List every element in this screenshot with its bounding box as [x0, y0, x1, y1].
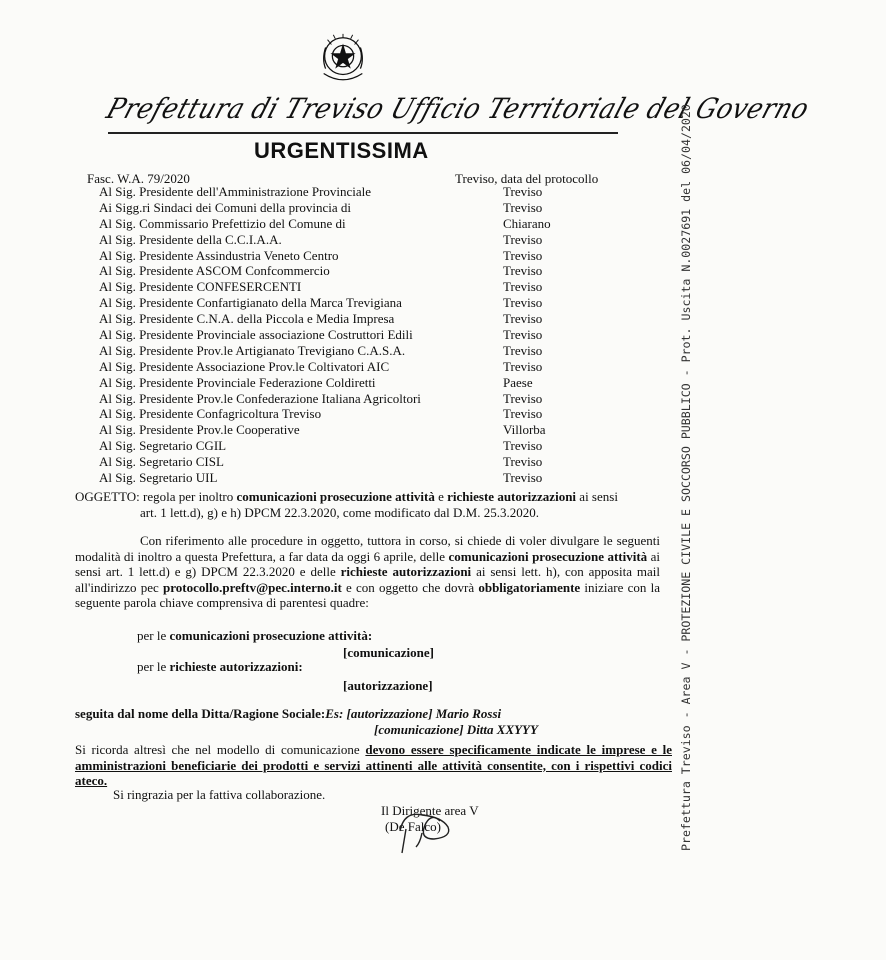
recipient-name: Al Sig. Presidente Prov.le Cooperative: [99, 422, 300, 438]
urgency-heading: URGENTISSIMA: [254, 138, 429, 163]
place-date: Treviso, data del protocollo: [455, 171, 599, 186]
recipient-row: [99, 454, 559, 470]
recipient-row: [99, 311, 559, 327]
recipient-row: [99, 184, 559, 200]
pec-address: protocollo.preftv@pec.interno.it: [163, 579, 342, 595]
recipient-row: [99, 200, 559, 216]
recipient-name: Al Sig. Presidente Confagricoltura Treviso: [99, 406, 322, 422]
recipient-name: Al Sig. Presidente della C.C.I.A.A.: [99, 231, 282, 247]
recipient-row: [99, 375, 559, 391]
recipient-name: Al Sig. Presidente Provinciale associazione Costruttori Edili: [99, 327, 413, 343]
title-underline: [108, 132, 618, 134]
keyword-communications: [comunicazione]: [343, 645, 434, 660]
handwritten-signature-icon: [382, 803, 472, 863]
recipient-name: Al Sig. Segretario CISL: [99, 454, 224, 470]
recipient-name: Al Sig. Presidente Associazione Prov.le Coltivatori AIC: [99, 358, 390, 374]
recipient-row: [99, 406, 559, 422]
recipient-place: Treviso: [503, 247, 543, 263]
recipient-place: Treviso: [503, 231, 543, 247]
body-paragraph: Con riferimento alle procedure in oggetto, tuttora in corso, si chiede di voler divulgare le seguenti modalità di inoltro a questa Prefettura, a far data da oggi 6 aprile, delle comunicazioni prosecuzione attività ai sensi art. 1 lett.d) e g) DPCM 22.3.2020 e delle richieste autorizzazioni ai sensi lett. h), con apposita mail all'indirizzo pec protocollo.preftv@pec.interno.it e con oggetto che dovrà obbligatoriamente iniziare con la seguente parola chiave comprensiva di parentesi quadre:: [75, 533, 660, 610]
recipient-name: Al Sig. Presidente Provinciale Federazione Coldiretti: [99, 374, 376, 390]
recipient-place: Treviso: [503, 438, 543, 454]
recipient-list: [99, 184, 559, 486]
recipient-place: Treviso: [503, 327, 543, 343]
recipient-name: Al Sig. Presidente dell'Amministrazione Provinciale: [99, 184, 372, 199]
recipient-name: Al Sig. Segretario UIL: [99, 470, 218, 486]
recipient-row: [99, 470, 559, 486]
recipient-place: Treviso: [503, 295, 543, 311]
keyword-authorizations: [autorizzazione]: [343, 678, 433, 693]
recipient-row: [99, 359, 559, 375]
recipient-name: Ai Sigg.ri Sindaci dei Comuni della provincia di: [99, 199, 352, 215]
subject-paragraph: OGGETTO: regola per inoltro comunicazioni prosecuzione attività e richieste autorizzazioni ai sensi art. 1 lett.d), g) e h) DPCM 22.3.2020, come modificato dal D.M. 25.3.2020.: [75, 489, 618, 520]
recipient-name: Al Sig. Presidente ASCOM Confcommercio: [99, 263, 330, 279]
recipient-name: Al Sig. Presidente Prov.le Confederazione Italiana Agricoltori: [99, 390, 421, 406]
recipient-name: Al Sig. Presidente C.N.A. della Piccola e Media Impresa: [99, 311, 395, 327]
recipient-place: Treviso: [503, 311, 543, 327]
recipient-name: Al Sig. Presidente Assindustria Veneto Centro: [99, 247, 339, 263]
recipient-place: Treviso: [503, 406, 543, 422]
keyword-label-communications: per le comunicazioni prosecuzione attività:: [137, 628, 373, 643]
recipient-place: Treviso: [503, 263, 543, 279]
italian-republic-emblem-icon: [314, 30, 372, 88]
recipient-place: Treviso: [503, 390, 543, 406]
recipient-row: [99, 295, 559, 311]
recipient-name: Al Sig. Presidente Confartigianato della Marca Trevigiana: [99, 295, 402, 311]
recipient-row: [99, 391, 559, 407]
signatory-name: (De Falco): [385, 818, 441, 834]
recipient-place: Treviso: [503, 184, 543, 199]
recipient-place: Paese: [503, 374, 533, 390]
protocol-stamp: Prefettura Treviso - Area V - PROTEZIONE CIVILE E SOCCORSO PUBBLICO - Prot. Uscita N.0027691 del 06/04/2020: [679, 104, 693, 851]
company-name-instruction: seguita dal nome della Ditta/Ragione Sociale:Es: [autorizzazione] Mario Rossi: [75, 706, 502, 721]
recipient-place: Treviso: [503, 279, 543, 295]
reminder-paragraph: Si ricorda altresì che nel modello di comunicazione devono essere specificamente indicate le imprese e le amministrazioni beneficiarie dei prodotti e servizi attinenti alle attività consentite, con i rispettivi codici ateco.: [75, 742, 672, 788]
signatory-role: Il Dirigente area V: [381, 803, 479, 818]
subject-label: OGGETTO:: [75, 489, 140, 504]
recipient-name: Al Sig. Presidente Prov.le Artigianato Trevigiano C.A.S.A.: [99, 342, 406, 358]
recipient-place: Villorba: [503, 422, 546, 438]
recipient-name: Al Sig. Segretario CGIL: [99, 438, 227, 454]
keyword-label-authorizations: per le richieste autorizzazioni:: [137, 659, 303, 674]
recipient-place: Treviso: [503, 358, 543, 374]
recipient-row: [99, 422, 559, 438]
recipient-name: Al Sig. Presidente CONFESERCENTI: [99, 279, 302, 295]
recipient-row: [99, 232, 559, 248]
recipient-name: Al Sig. Commissario Prefettizio del Comune di: [99, 215, 346, 231]
thanks-line: Si ringrazia per la fattiva collaborazione.: [113, 787, 326, 802]
recipient-place: Treviso: [503, 454, 543, 470]
recipient-place: Chiarano: [503, 215, 551, 231]
recipient-row: [99, 263, 559, 279]
recipient-place: Treviso: [503, 342, 543, 358]
recipient-row: [99, 279, 559, 295]
file-reference: Fasc. W.A. 79/2020: [87, 171, 190, 186]
office-title: Prefettura di Treviso Ufficio Territoriale del Governo: [102, 92, 814, 125]
recipient-row: [99, 216, 559, 232]
recipient-row: [99, 438, 559, 454]
recipient-place: Treviso: [503, 199, 543, 215]
recipient-row: [99, 248, 559, 264]
recipient-row: [99, 327, 559, 343]
recipient-row: [99, 343, 559, 359]
recipient-place: Treviso: [503, 470, 543, 486]
example-communication: [comunicazione] Ditta XXYYY: [374, 722, 538, 737]
